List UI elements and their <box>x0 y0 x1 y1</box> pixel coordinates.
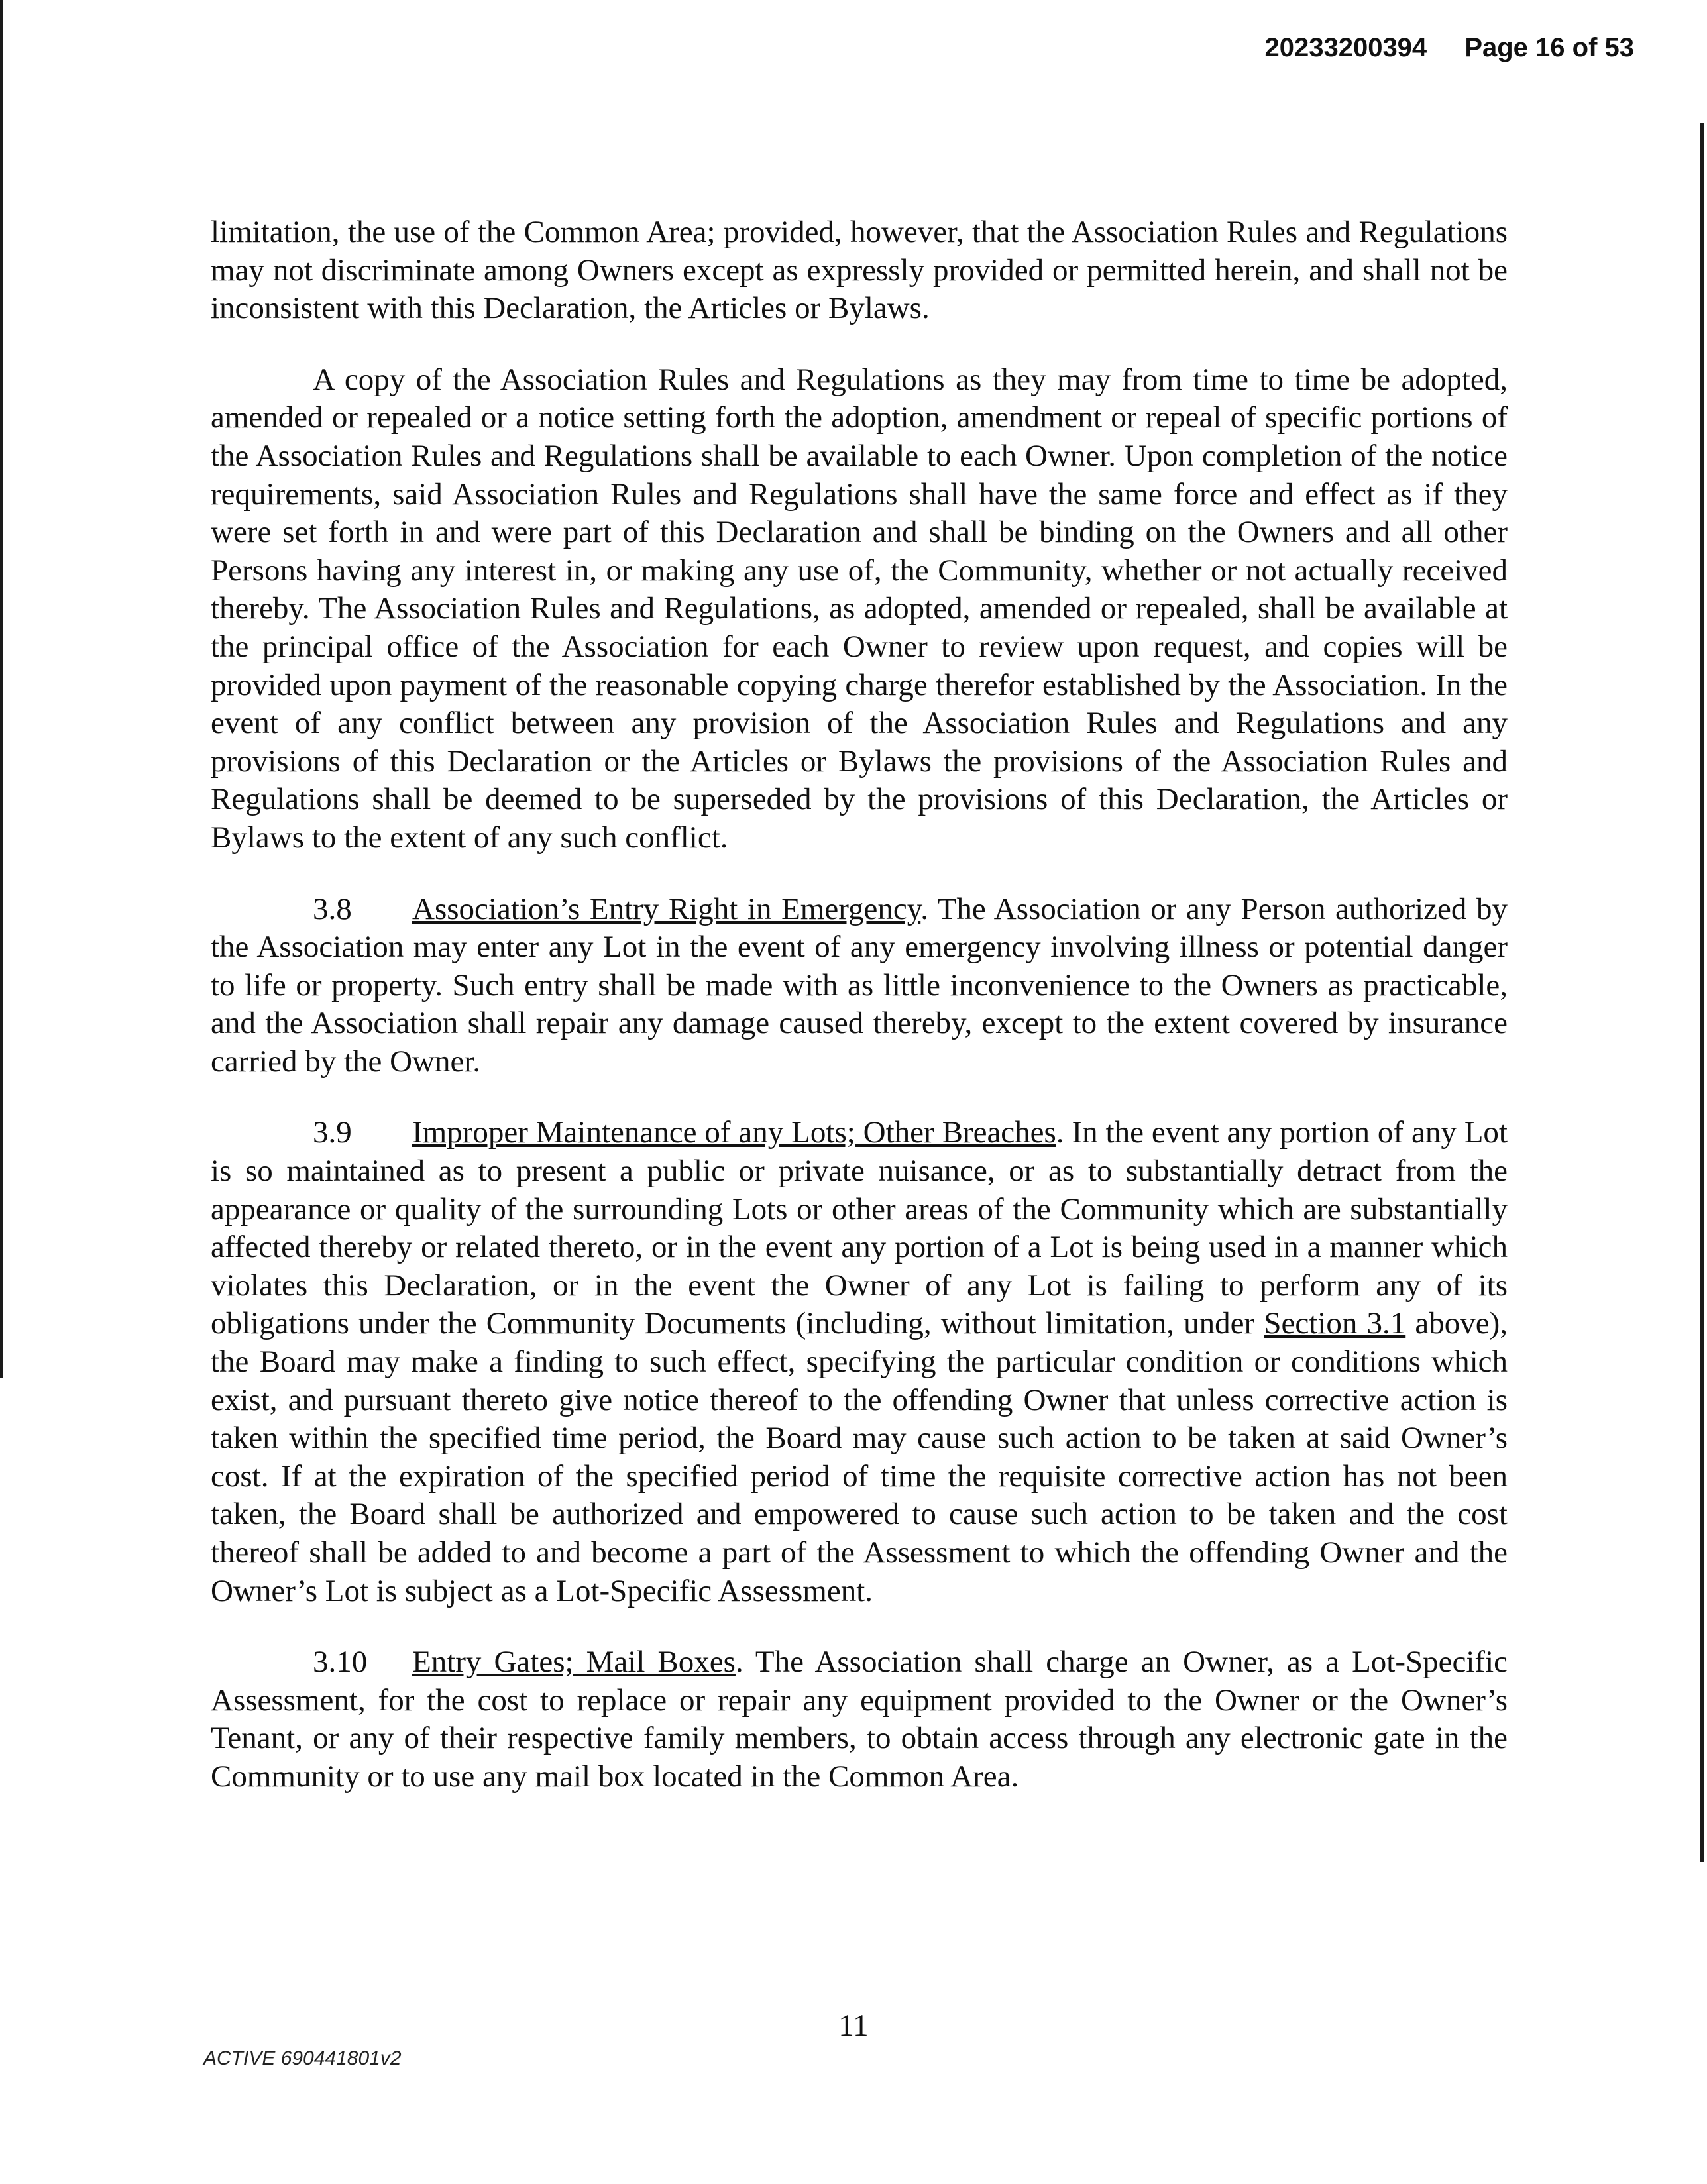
section-text: . In the event any portion of any Lot is so maintained as to present a public or private nuisance, or as to substantially detract from the appearance or quality of the surrounding Lots or other areas of the Community which are substantially affected thereby or related thereto, or in the event any portion of a Lot is being used in a manner which violates this Declaration, or in the event the Owner of any Lot is failing to perform any of its obligations under the Community Documents (including, without limitation, under <box>211 1115 1508 1341</box>
document-id: ACTIVE 690441801v2 <box>203 2048 402 2069</box>
section-title: Entry Gates; Mail Boxes <box>412 1645 736 1680</box>
section-title: Association’s Entry Right in Emergency <box>412 891 921 926</box>
paragraph-continuation: limitation, the use of the Common Area; provided, however, that the Association Rules and Regulations may not discriminate among Owners except as expressly provided or permitted herein, and shall not be inconsistent with this Declaration, the Articles or Bylaws. <box>211 215 1508 326</box>
section-number: 3.9 <box>313 1115 352 1150</box>
section-text: . The Association shall charge an Owner, as a Lot-Specific Assessment, for the cost to replace or repair any equipment provided to the Owner or the Owner’s Tenant, or any of their respective family members, to obtain access through any electronic gate in the Community or to use any mail box located in the Common Area. <box>211 1645 1508 1794</box>
section-3-10 <box>211 1643 1508 1796</box>
section-text: above), the Board may make a finding to such effect, specifying the particular condition or conditions which exist, and pursuant thereto give notice thereof to the offending Owner that unless corrective action is taken within the specified time period, the Board may cause such action to be taken at said Owner’s cost. If at the expiration of the specified period of time the requisite corrective action has not been taken, the Board shall be authorized and empowered to cause such action to be taken and the cost thereof shall be added to and become a part of the Assessment to which the offending Owner and the Owner’s Lot is subject as a Lot-Specific Assessment. <box>211 1306 1508 1608</box>
scan-edge-right <box>1700 123 1704 1862</box>
page-number: 11 <box>838 2008 869 2043</box>
section-3-9 <box>211 1114 1508 1610</box>
document-body <box>211 213 1508 1829</box>
section-title: Improper Maintenance of any Lots; Other Breaches <box>412 1115 1056 1150</box>
section-reference: Section 3.1 <box>1264 1306 1406 1341</box>
page-counter: Page 16 of 53 <box>1464 33 1634 62</box>
section-text: . The Association or any Person authorized by the Association may enter any Lot in the event of any emergency involving illness or potential danger to life or property. Such entry shall be made with as little inconvenience to the Owners as practicable, and the Association shall repair any damage caused thereby, except to the extent covered by insurance carried by the Owner. <box>211 891 1508 1079</box>
section-number: 3.8 <box>313 891 352 926</box>
scan-edge-left <box>0 0 3 1378</box>
recording-number: 20233200394 <box>1264 33 1427 62</box>
section-number: 3.10 <box>313 1645 368 1680</box>
section-3-8 <box>211 891 1508 1081</box>
page-header <box>1264 33 1634 63</box>
paragraph-rules-copy: A copy of the Association Rules and Regulations as they may from time to time be adopted, amended or repealed or a notice setting forth the adoption, amendment or repeal of specific portions of the Association Rules and Regulations shall be available to each Owner. Upon completion of the notice requirements, said Association Rules and Regulations shall have the same force and effect as if they were set forth in and were part of this Declaration and shall be binding on the Owners and all other Persons having any interest in, or making any use of, the Community, whether or not actually received thereby. The Association Rules and Regulations, as adopted, amended or repealed, shall be available at the principal office of the Association for each Owner to review upon request, and copies will be provided upon payment of the reasonable copying charge therefor established by the Association. In the event of any conflict between any provision of the Association Rules and Regulations and any provisions of this Declaration or the Articles or Bylaws the provisions of the Association Rules and Regulations shall be deemed to be superseded by the provisions of this Declaration, the Articles or Bylaws to the extent of any such conflict. <box>211 362 1508 855</box>
